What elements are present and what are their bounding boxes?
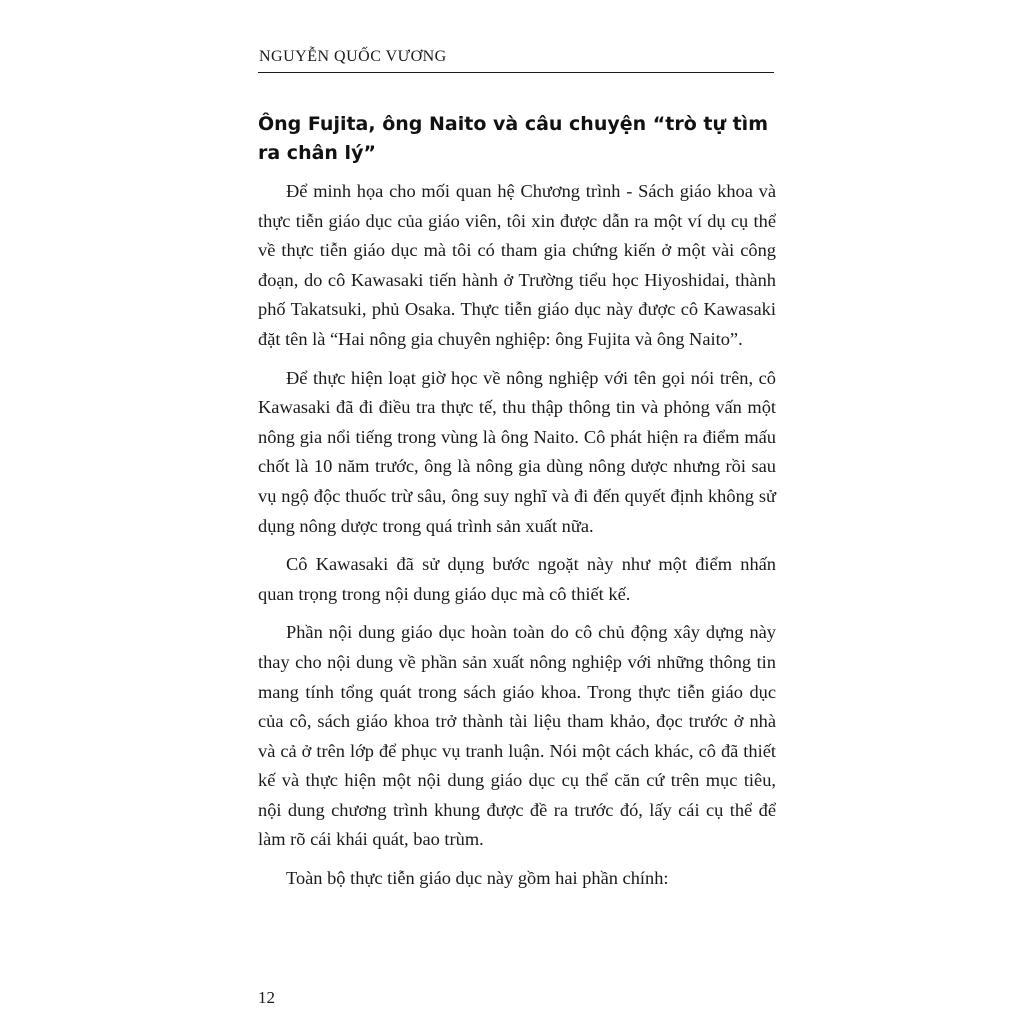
header-rule — [258, 72, 774, 73]
paragraph-5: Toàn bộ thực tiễn giáo dục này gồm hai phần chính: — [286, 868, 669, 889]
section-title: Ông Fujita, ông Naito và câu chuyện “trò tự tìm ra chân lý” — [258, 113, 768, 164]
body-text — [258, 177, 776, 903]
running-head-author: NGUYỄN QUỐC VƯƠNG — [259, 48, 447, 65]
paragraph-1: Để minh họa cho mối quan hệ Chương trình - Sách giáo khoa và thực tiễn giáo dục của giáo viên, tôi xin được dẫn ra một ví dụ cụ thể về thực tiễn giáo dục mà tôi có tham gia chứng kiến ở một vài công đoạn, do cô Kawasaki tiến hành ở Trường tiểu học Hiyoshidai, thành phố Takatsuki, phủ Osaka. Thực tiễn giáo dục này được cô Kawasaki đặt tên là “Hai nông gia chuyên nghiệp: ông Fujita và ông Naito”. — [258, 181, 776, 349]
page-number: 12 — [258, 988, 275, 1007]
paragraph-4: Phần nội dung giáo dục hoàn toàn do cô chủ động xây dựng này thay cho nội dung về phần sản xuất nông nghiệp với những thông tin mang tính tổng quát trong sách giáo khoa. Trong thực tiễn giáo dục của cô, sách giáo khoa trở thành tài liệu tham khảo, đọc trước ở nhà và cả ở trên lớp để phục vụ tranh luận. Nói một cách khác, cô đã thiết kế và thực hiện một nội dung giáo dục cụ thể căn cứ trên mục tiêu, nội dung chương trình khung được đề ra trước đó, lấy cái cụ thể để làm rõ cái khái quát, bao trùm. — [258, 622, 776, 850]
paragraph-2: Để thực hiện loạt giờ học về nông nghiệp với tên gọi nói trên, cô Kawasaki đã đi điều tra thực tế, thu thập thông tin và phỏng vấn một nông gia nổi tiếng trong vùng là ông Naito. Cô phát hiện ra điểm mấu chốt là 10 năm trước, ông là nông gia dùng nông dược nhưng rồi sau vụ ngộ độc thuốc trừ sâu, ông suy nghĩ và đi đến quyết định không sử dụng nông dược trong quá trình sản xuất nữa. — [258, 367, 776, 536]
paragraph-3: Cô Kawasaki đã sử dụng bước ngoặt này như một điểm nhấn quan trọng trong nội dung giáo dục mà cô thiết kế. — [258, 554, 776, 604]
